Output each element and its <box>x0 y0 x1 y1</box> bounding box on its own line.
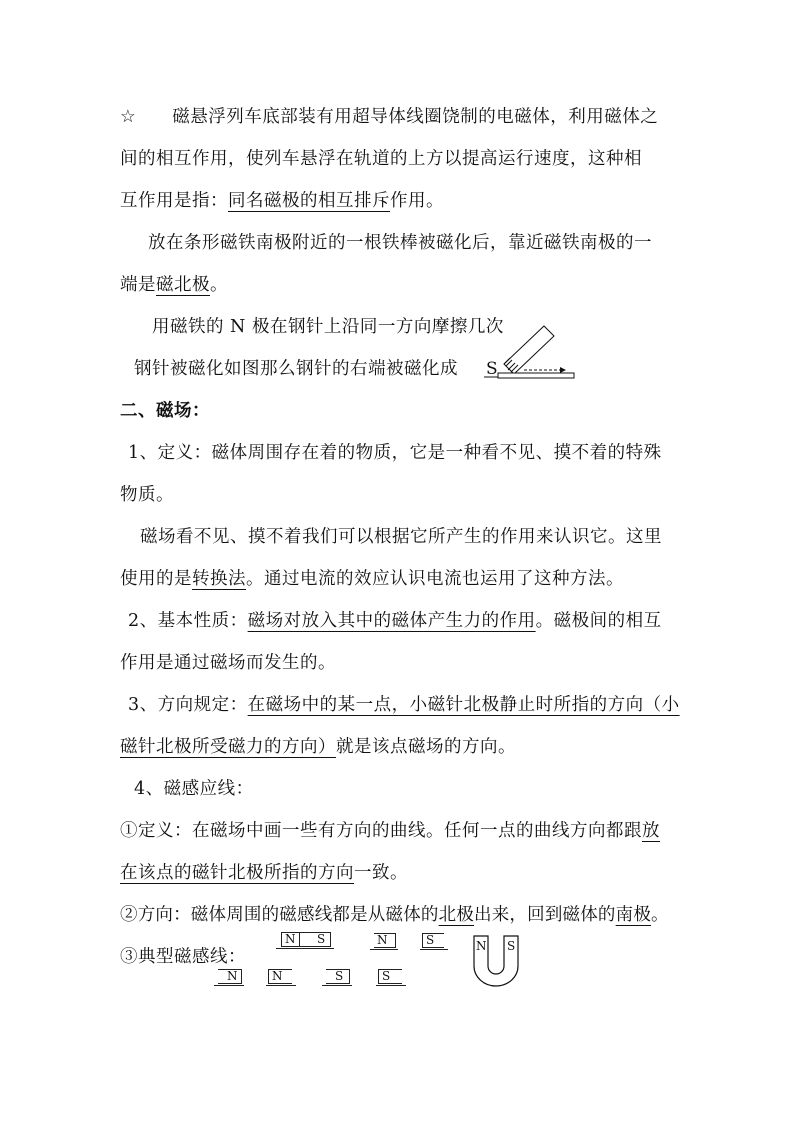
pole-n: N <box>285 932 296 946</box>
u-pole-s: S <box>507 939 516 953</box>
basic-answer: 磁场对放入其中的磁体产生力的作用 <box>247 611 536 631</box>
para2-line1: 放在条形磁铁南极附近的一根铁棒被磁化后，靠近磁铁南极的一 <box>148 233 652 253</box>
method-line1: 磁场看不见、摸不着我们可以根据它所产生的作用来认识它。这里 <box>140 527 662 547</box>
para3-line2: 钢针被磁化如图那么钢针的右端被磁化成 <box>134 359 458 379</box>
magnet-s <box>326 969 350 984</box>
direction-prefix: 3、方向规定： <box>128 695 248 715</box>
method-line2 <box>120 558 680 600</box>
lines-dir-suffix: 。 <box>651 905 669 925</box>
baseline <box>214 985 244 986</box>
para3-line1: 用磁铁的 N 极在钢针上沿同一方向摩擦几次 <box>152 317 504 337</box>
basic-suffix: 。磁极间的相互 <box>535 611 662 631</box>
baseline <box>266 985 296 986</box>
magnet-s <box>378 969 402 984</box>
needle-figure-svg <box>484 322 584 384</box>
para2-suffix: 。 <box>210 275 228 295</box>
lines-def-prefix: ①定义：在磁场中画一些有方向的曲线。任何一点的曲线方向都跟 <box>120 821 642 841</box>
bar-magnet-icon <box>504 326 554 374</box>
lines-heading: 4、磁感应线： <box>134 779 254 799</box>
para2-line2 <box>120 264 680 306</box>
lines-dir-middle: 出来，回到磁体的 <box>474 905 616 925</box>
def-line2: 物质。 <box>120 485 174 505</box>
direction-line2 <box>120 726 680 768</box>
direction-answer-a: 在磁场中的某一点，小磁针北极静止时所指的方向（小 <box>247 695 680 715</box>
pole-s: S <box>317 932 326 946</box>
steel-needle <box>498 373 574 378</box>
u-pole-n: N <box>476 939 487 953</box>
magnet-n <box>268 969 292 984</box>
lines-def-suffix: 一致。 <box>354 863 408 883</box>
basic-line1 <box>128 600 688 642</box>
method-answer: 转换法 <box>192 569 246 589</box>
pole-s: S <box>382 969 391 983</box>
needle-figure <box>484 322 584 384</box>
para1-line2: 间的相互作用，使列车悬浮在轨道的上方以提高运行速度，这种相 <box>120 149 642 169</box>
bar-magnet-ns <box>281 932 331 947</box>
direction-line1 <box>128 684 688 726</box>
pole-n: N <box>227 969 238 983</box>
para2-prefix: 端是 <box>120 275 156 295</box>
lines-def-line2 <box>120 852 680 894</box>
arrow-right-icon <box>560 367 566 373</box>
lines-def-answer-b: 在该点的磁针北极所指的方向 <box>120 863 354 883</box>
lines-def-answer-a: 放 <box>642 821 660 841</box>
section-heading: 二、磁场： <box>120 401 210 421</box>
magnet-n <box>374 933 396 948</box>
lines-dir-answer-north: 北极 <box>438 905 475 925</box>
u-magnet-figure <box>470 934 522 988</box>
para1-prefix: 互作用是指： <box>120 191 228 211</box>
pole-s: S <box>335 969 344 983</box>
pole-s: S <box>426 933 435 947</box>
direction-suffix: 就是该点磁场的方向。 <box>336 737 516 757</box>
pole-n: N <box>377 933 388 947</box>
para1-line3 <box>120 180 680 222</box>
direction-answer-b: 磁针北极所受磁力的方向） <box>120 737 336 757</box>
para1-text-a: 磁悬浮列车底部装有用超导体线圈饶制的电磁体，利用磁体之 <box>172 107 659 127</box>
needle-answer: S <box>486 359 498 379</box>
baseline <box>370 949 398 950</box>
lines-dir-answer-south: 南极 <box>615 905 652 925</box>
basic-line2: 作用是通过磁场而发生的。 <box>120 653 336 673</box>
lines-dir-line <box>120 894 690 936</box>
para2-answer: 磁北极 <box>156 275 210 295</box>
baseline <box>376 985 406 986</box>
magnet-s <box>422 933 444 948</box>
method-suffix: 。通过电流的效应认识电流也运用了这种方法。 <box>246 569 624 589</box>
lines-dir-prefix: ②方向：磁体周围的磁感线都是从磁体的 <box>120 905 439 925</box>
para1-answer: 同名磁极的相互排斥 <box>228 191 390 211</box>
para1-line1 <box>120 96 680 138</box>
lines-def-line1 <box>120 810 680 852</box>
baseline <box>276 948 334 949</box>
def-line1: 1、定义：磁体周围存在着的物质，它是一种看不见、摸不着的特殊 <box>128 443 662 463</box>
lines-typical: ③典型磁感线： <box>120 947 246 967</box>
basic-prefix: 2、基本性质： <box>128 611 248 631</box>
magnet-n <box>218 969 242 984</box>
method-prefix: 使用的是 <box>120 569 192 589</box>
baseline <box>420 949 448 950</box>
para1-suffix: 作用。 <box>390 191 444 211</box>
star-icon: ☆ <box>120 107 137 127</box>
pole-n: N <box>272 969 283 983</box>
baseline <box>322 985 352 986</box>
u-magnet-svg <box>470 934 522 988</box>
